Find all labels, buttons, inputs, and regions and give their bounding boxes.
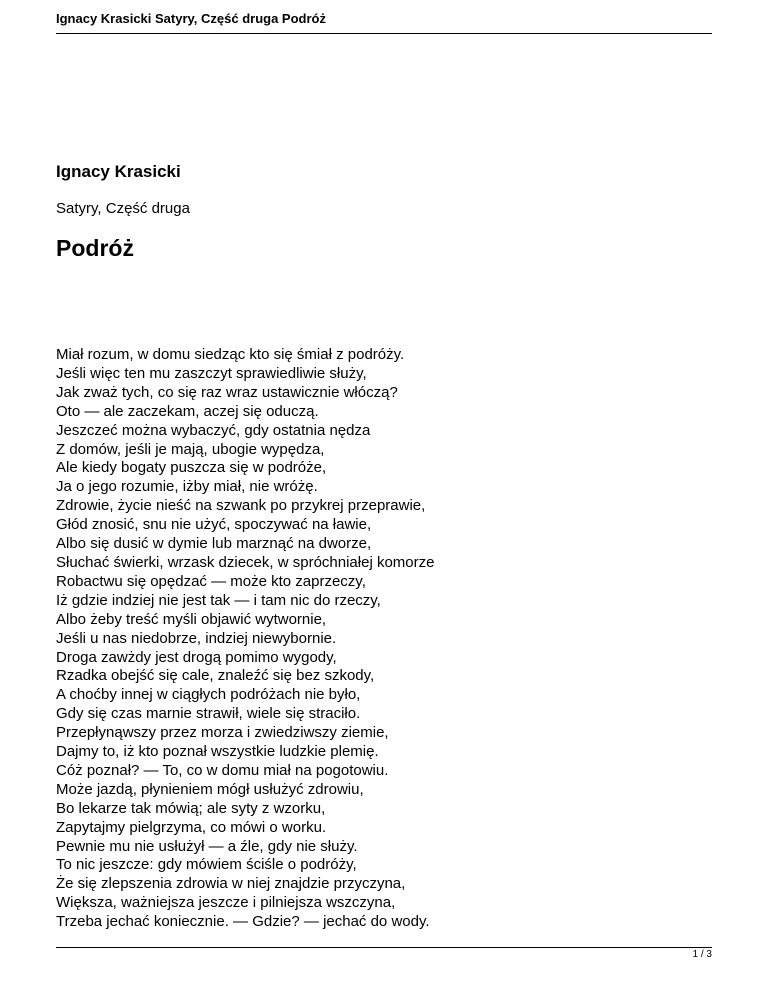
poem-line: Może jazdą, płynieniem mógł usłużyć zdrowiu,	[56, 780, 364, 798]
poem-line: Jeszczeć można wybaczyć, gdy ostatnia nędza	[56, 421, 371, 439]
poem-line: Słuchać świerki, wrzask dziecek, w spróchniałej komorze	[56, 553, 435, 571]
poem-line: Z domów, jeśli je mają, ubogie wypędza,	[56, 440, 325, 458]
poem-line: Dajmy to, iż kto poznał wszystkie ludzkie plemię.	[56, 743, 379, 761]
poem-line: Jeśli więc ten mu zaszczyt sprawiedliwie służy,	[56, 364, 367, 382]
poem-line: Że się zlepszenia zdrowia w niej znajdzie przyczyna,	[56, 875, 406, 893]
poem-body	[56, 346, 434, 932]
poem-line: Większa, ważniejsza jeszcze i pilniejsza wszczyna,	[56, 894, 396, 912]
poem-line: Bo lekarze tak mówią; ale syty z wzorku,	[56, 799, 326, 817]
poem-line: Zapytajmy pielgrzyma, co mówi o worku.	[56, 818, 327, 836]
poem-line: Albo się dusić w dymie lub marznąć na dworze,	[56, 535, 372, 553]
running-header: Ignacy Krasicki Satyry, Część druga Podróż	[56, 11, 326, 26]
poem-line: Rzadka obejść się cale, znaleźć się bez szkody,	[56, 667, 375, 685]
author-name: Ignacy Krasicki	[56, 162, 181, 181]
poem-line: Cóż poznał? — To, co w domu miał na pogotowiu.	[56, 761, 389, 779]
poem-line: Głód znosić, snu nie użyć, spoczywać na ławie,	[56, 516, 372, 534]
poem-title: Podróż	[56, 235, 134, 261]
poem-line: Zdrowie, życie nieść na szwank po przykrej przeprawie,	[56, 497, 426, 515]
poem-line: Pewnie mu nie usłużył — a źle, gdy nie służy.	[56, 837, 358, 855]
poem-line: Ale kiedy bogaty puszcza się w podróże,	[56, 459, 327, 477]
poem-line: Robactwu się opędzać — może kto zaprzeczy,	[56, 572, 366, 590]
footer-divider	[56, 947, 712, 948]
poem-line: Ja o jego rozumie, iżby miał, nie wróżę.	[56, 478, 318, 496]
collection-title: Satyry, Część druga	[56, 200, 190, 217]
poem-line: Miał rozum, w domu siedząc kto się śmiał z podróży.	[56, 346, 405, 363]
poem-line: Jak zważ tych, co się raz wraz ustawicznie włóczą?	[56, 383, 398, 401]
poem-line: Oto — ale zaczekam, aczej się oduczą.	[56, 402, 319, 420]
poem-line: Iż gdzie indziej nie jest tak — i tam nic do rzeczy,	[56, 591, 381, 609]
poem-line: Droga zawżdy jest drogą pomimo wygody,	[56, 648, 337, 666]
poem-line: To nic jeszcze: gdy mówiem ściśle o podróży,	[56, 856, 357, 874]
poem-line: Albo żeby treść myśli objawić wytwornie,	[56, 610, 327, 628]
poem-line: Jeśli u nas niedobrze, indziej niewybornie.	[56, 629, 337, 647]
header-divider	[56, 33, 712, 34]
poem-line: Trzeba jechać koniecznie. — Gdzie? — jechać do wody.	[56, 913, 430, 931]
page-number: 1 / 3	[692, 949, 712, 960]
poem-line: Przepłynąwszy przez morza i zwiedziwszy ziemie,	[56, 724, 389, 742]
poem-line: A choćby innej w ciągłych podróżach nie było,	[56, 686, 361, 704]
poem-line: Gdy się czas marnie strawił, wiele się straciło.	[56, 705, 361, 723]
